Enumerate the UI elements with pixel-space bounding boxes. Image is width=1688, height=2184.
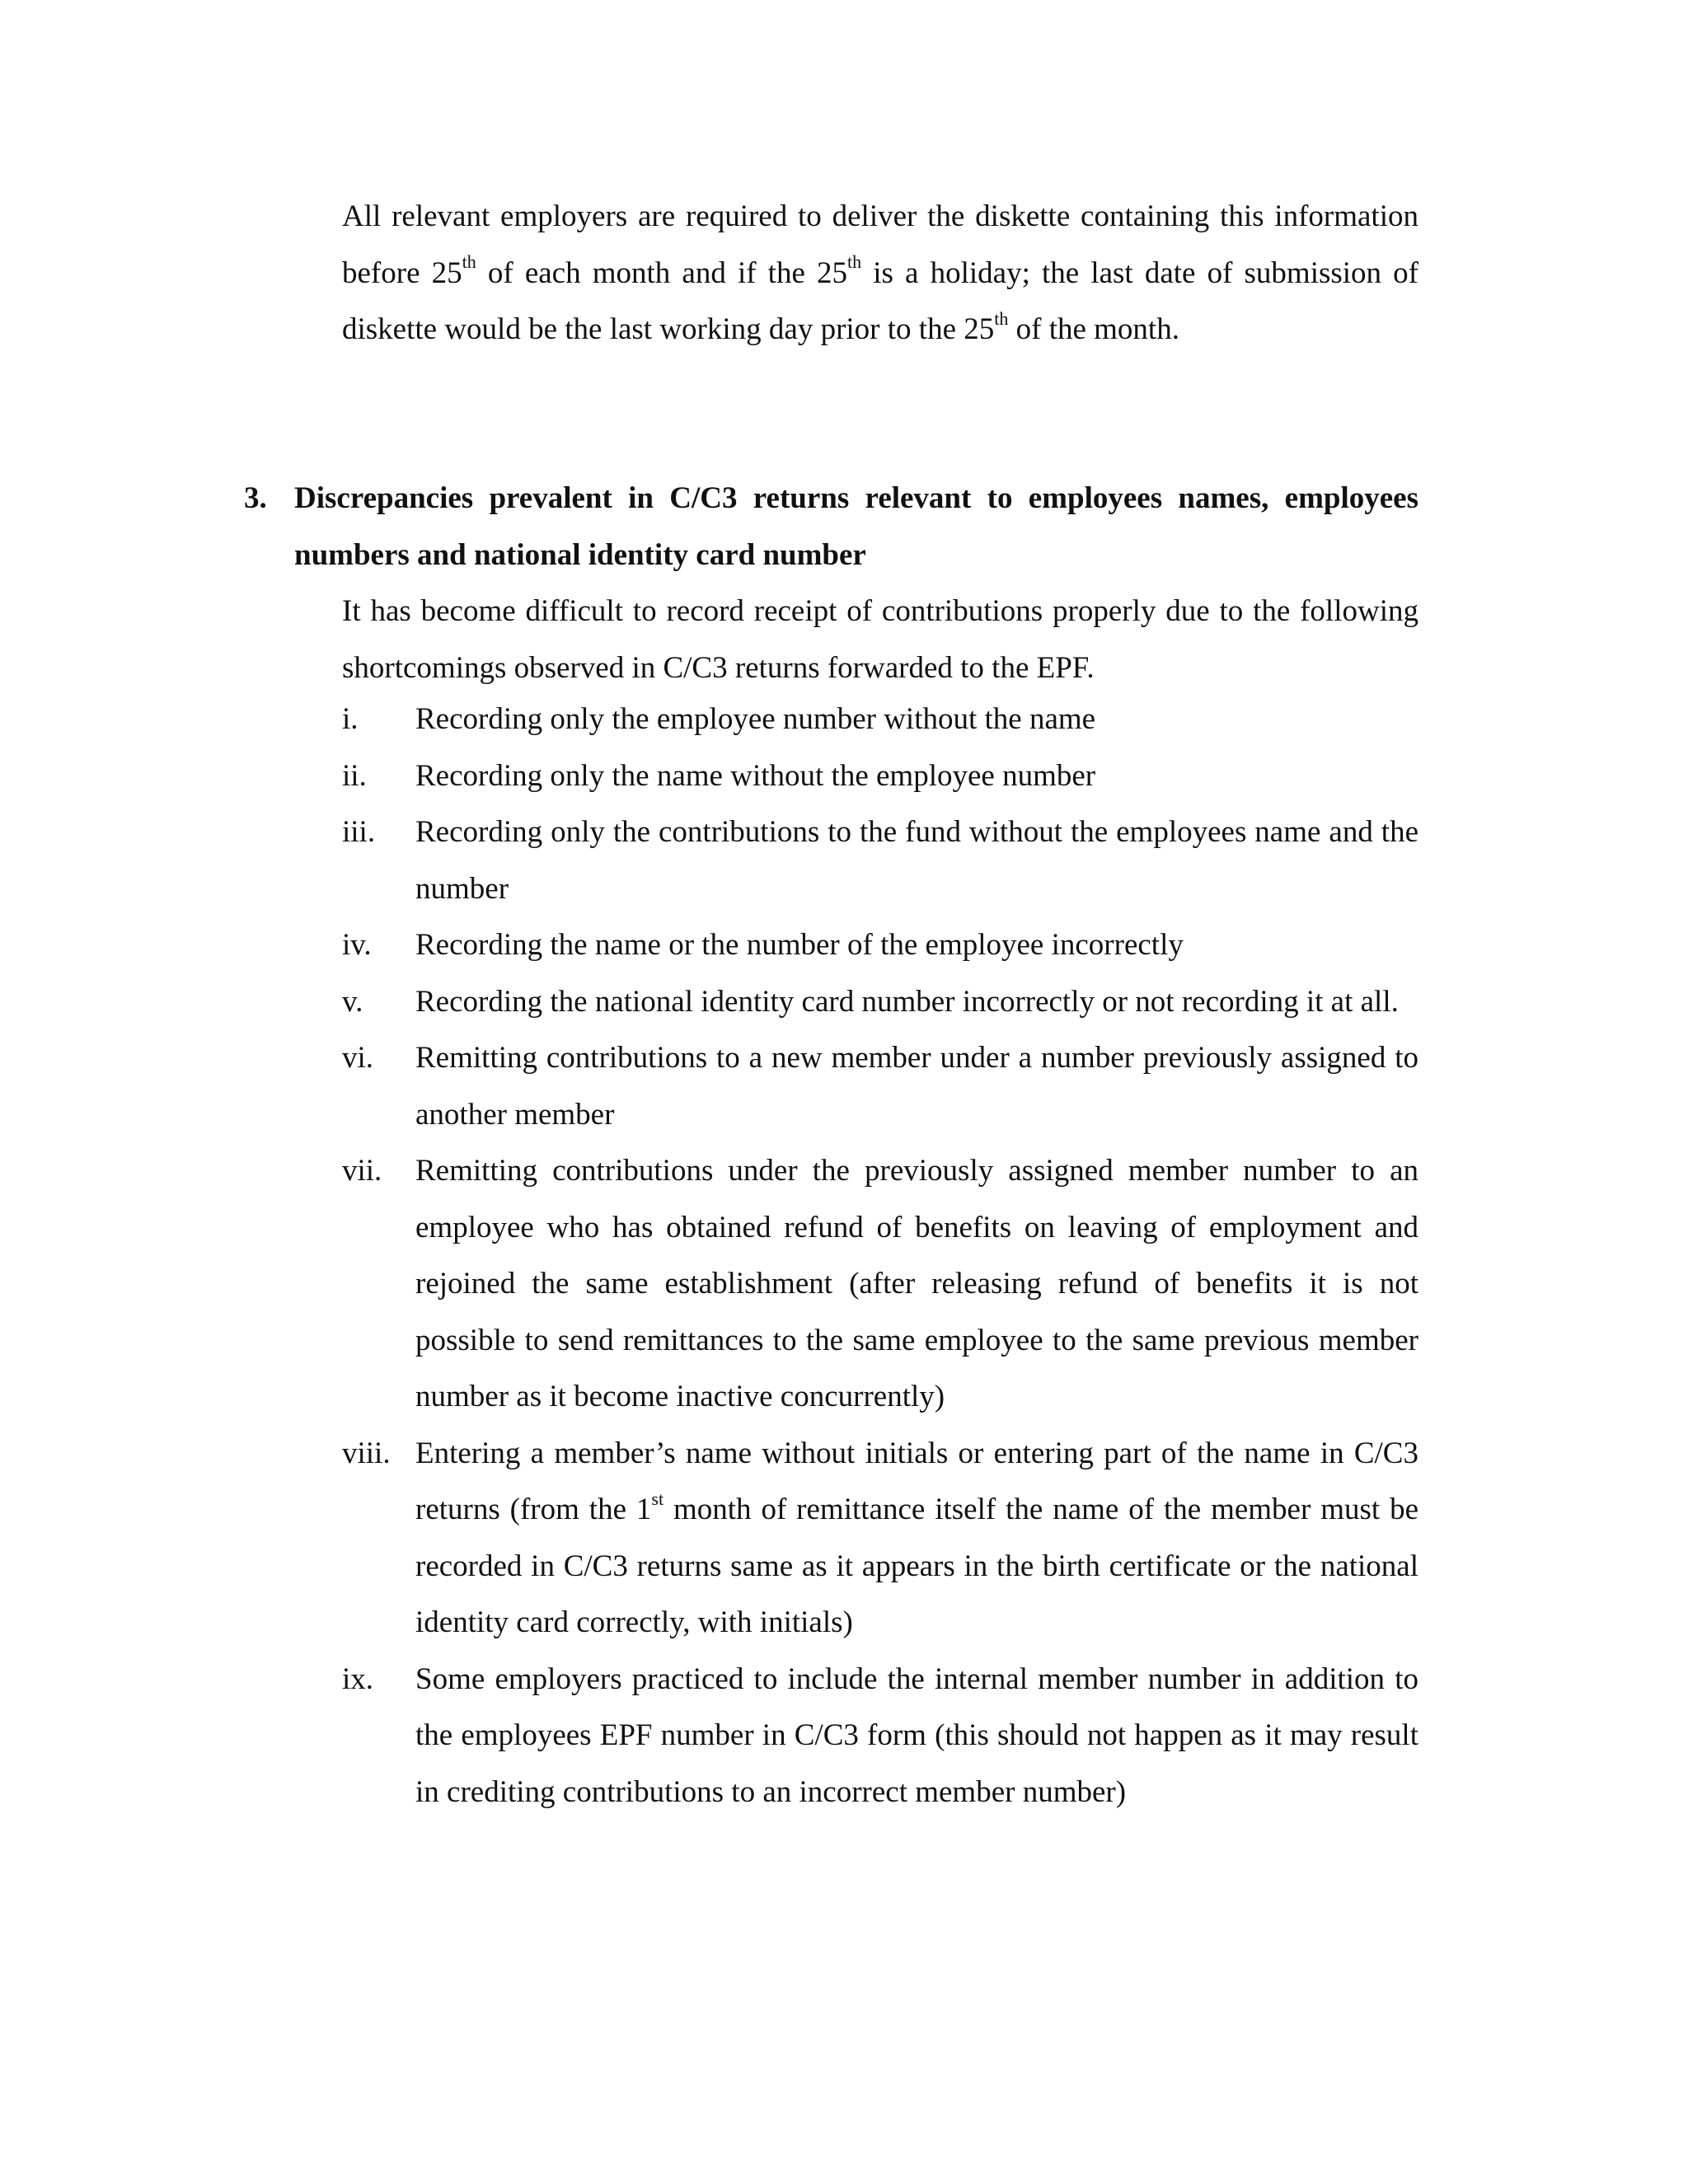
list-item-text: Remitting contributions under the previously assigned member number to an employee who has obtained refund of benefits on leaving of employment and rejoined the same establishment (after releasing refund of benefits it is not possible to send remittances to the same employee to the same previous member number as it become inactive concurrently) [415, 1154, 1418, 1413]
intro-text-2: of each month and if the 25 [476, 255, 847, 290]
intro-paragraph [342, 189, 1418, 359]
list-item [342, 691, 1418, 748]
list-marker: iv. [342, 928, 372, 962]
list-marker: ix. [342, 1661, 374, 1696]
intro-text-1: All relevant employers are required to deliver the diskette containing this information before 25 [342, 199, 1418, 290]
list-item-text: Remitting contributions to a new member under a number previously assigned to another member [415, 1041, 1418, 1132]
superscript: th [994, 307, 1009, 329]
section-lead-paragraph: It has become difficult to record receipt of contributions properly due to the following shortcomings observed in C/C3 returns forwarded to the EPF. [342, 594, 1418, 685]
list-item [342, 804, 1418, 917]
list-marker: ii. [342, 758, 367, 793]
list-marker: viii. [342, 1436, 391, 1470]
superscript: th [462, 251, 476, 273]
section-number: 3. [244, 481, 267, 515]
list-item [342, 748, 1418, 805]
list-item-text: Recording only the contributions to the fund without the employees name and the number [415, 815, 1418, 906]
list-item-text-b: month of remittance itself the name of the member must be recorded in C/C3 returns same as it appears in the birth certificate or the national identity card correctly, with initials) [415, 1493, 1418, 1639]
list-item [342, 1030, 1418, 1143]
list-marker: vii. [342, 1154, 382, 1188]
intro-text-3: is a holiday; the last date of submission of diskette would be the last working day prior to the 25 [342, 255, 1418, 346]
superscript: th [847, 251, 862, 273]
superscript: st [651, 1488, 664, 1509]
list-marker: i. [342, 702, 359, 736]
list-item-text-a: Entering a member’s name without initials or entering part of the name in C/C3 returns (from the 1 [415, 1436, 1418, 1526]
list-item-text: Recording the name or the number of the employee incorrectly [415, 928, 1184, 962]
list-item-text: Recording only the name without the employee number [415, 758, 1096, 793]
list-marker: vi. [342, 1041, 374, 1075]
list-item [342, 1652, 1418, 1821]
list-item [342, 1426, 1418, 1652]
section-title: Discrepancies prevalent in C/C3 returns relevant to employees names, employees numbers and national identity card number [294, 481, 1418, 572]
shortcomings-list [342, 691, 1418, 1821]
list-marker: v. [342, 984, 363, 1019]
list-item [342, 1143, 1418, 1426]
list-item-text: Recording the national identity card number incorrectly or not recording it at all. [415, 984, 1399, 1019]
list-item [342, 974, 1418, 1031]
list-item [342, 917, 1418, 974]
list-item-text: Some employers practiced to include the internal member number in addition to the employees EPF number in C/C3 form (this should not happen as it may result in crediting contributions to an incorrect member number) [415, 1661, 1418, 1809]
list-item-text: Recording only the employee number without the name [415, 702, 1096, 736]
intro-text-4: of the month. [1008, 312, 1179, 346]
section-heading [244, 471, 1418, 583]
list-marker: iii. [342, 815, 376, 849]
